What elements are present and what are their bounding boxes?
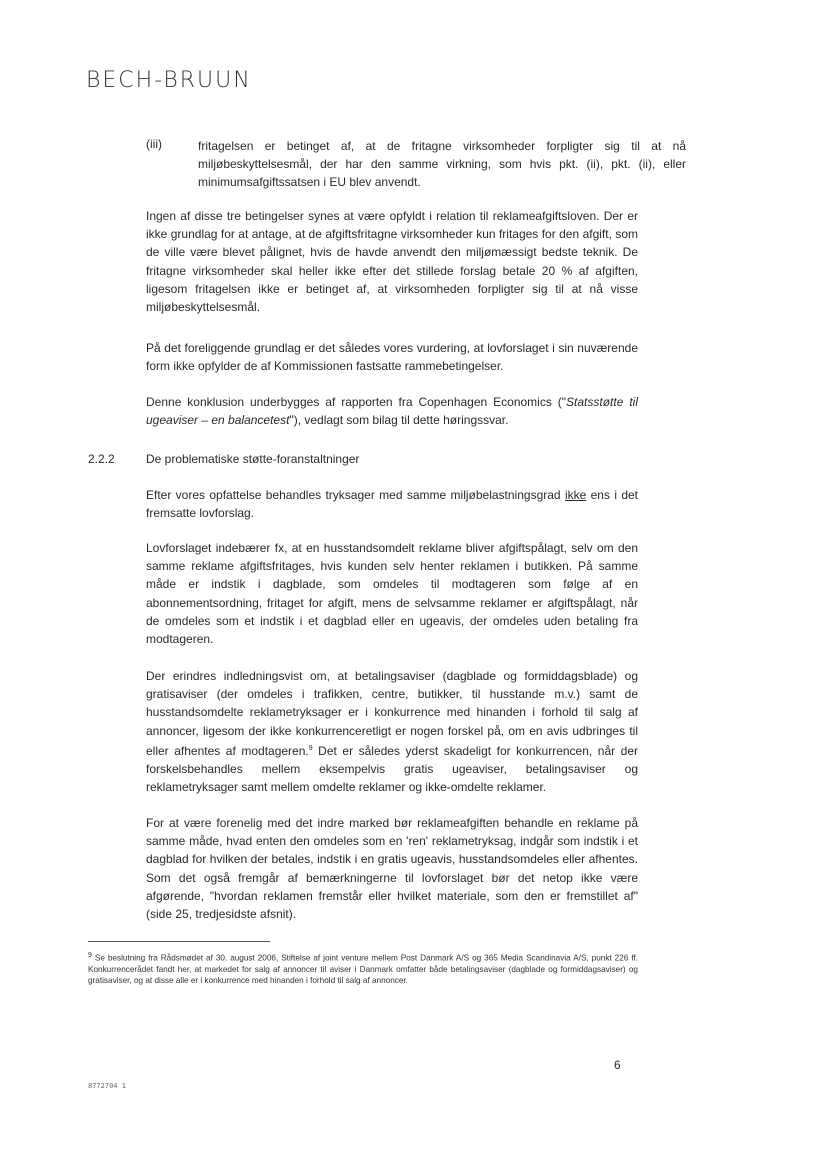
competition-text-b: Det er således yderst skadeligt for konkurrencen, når der forskelsbehandles mellem eksempelvis gratis ugeaviser, betalingsaviser og reklametryksager samt mellem omdelte reklamer og ikke-omdelte reklamer. [146,743,638,795]
footnote-divider [88,941,270,942]
section-number: 2.2.2 [88,452,115,466]
paragraph-assessment: På det foreliggende grundlag er det således vores vurdering, at lovforslaget i sin nuværende form ikke opfylder de af Kommissionen fastsatte rammebetingelser. [146,341,638,374]
document-id: 8772704 1 [88,1082,126,1090]
conclusion-text-a: Denne konklusion underbygges af rapporten fra Copenhagen Economics (" [146,395,567,409]
opinion-text-a: Efter vores opfattelse behandles tryksager med samme miljøbelastningsgrad [146,488,565,502]
conclusion-text-b: "), vedlagt som bilag til dette høringssvar. [289,413,509,428]
section-title: De problematiske støtte-foranstaltninger [146,452,360,466]
underlined-word: ikke [564,488,587,502]
paragraph-opinion [146,486,638,522]
footnote-ref: 9 [308,744,313,752]
company-logo: BECH-BRUUN [86,68,252,93]
competition-text-a: Der erindres indledningsvist om, at betalingsaviser (dagblade og formiddagsblade) og gratisaviser (der omdeles i trafikken, centre, butikker, til husstande m.v.) samt de husstandsomdelte reklametryksager er i konkurrence med hinanden i forhold til salg af annoncer, ligesom der ikke konkurrenceretligt er nogen forskel på, om en avis udbringes til eller afhentes af modtageren. [146,669,638,758]
page-number: 6 [614,1058,621,1072]
report-title: Statsstøtte til ugeaviser – en balancetest [146,395,638,428]
list-item-text: fritagelsen er betinget af, at de fritagne virksomheder forpligter sig til at nå miljøbeskyttelsesmål, der har den samme virkning, som hvis pkt. (ii), pkt. (ii), eller minimumsafgiftssatsen i EU blev anvendt. [198,139,686,189]
footnote-text: Se beslutning fra Rådsmødet af 30. august 2006, Stiftelse af joint venture mellem Post Danmark A/S og 365 Media Scandinavia A/S, punkt 226 ff. Konkurrencerådet fandt her, at markedet for salg af annoncer til aviser i Danmark omfatter både betalingsaviser (dagblade og formiddagsaviser) og gratisaviser, og at disse alle er i konkurrence med hinanden i forhold til salg af annoncer. [88,953,638,986]
paragraph-conclusion [146,393,638,429]
paragraph-internal-market: For at være forenelig med det indre marked bør reklameafgiften behandle en reklame på samme måde, hvad enten den omdeles som en 'ren' reklametryksag, indgår som indstik i et dagblad for hvilken der betales, indstik i en gratis ugeavis, husstandsomdeles eller afhentes. Som det også fremgår af bemærkningerne til lovforslaget bør det netop ikke være afgørende, "hvordan reklamen fremstår eller hvilket materiale, som den er fremstillet af" (side 25, tredjesidste afsnit). [146,816,638,922]
paragraph-competition [146,667,638,796]
opinion-text-b: ens i det fremsatte lovforslag. [146,488,639,521]
footnote [88,950,638,987]
footnote-number: 9 [88,952,92,959]
paragraph-example: Lovforslaget indebærer fx, at en husstandsomdelt reklame bliver afgiftspålagt, selv om den samme reklame afgiftsfritages, hvis kunden selv henter reklamen i butikken. På samme måde er indstik i dagblade, som omdeles til modtageren som følge af en abonnementsordning, fritaget for afgift, mens de selvsamme reklamer er afgiftspålagt, når de omdeles som et indstik i et dagblad eller en ugeavis, der omdeles uden betaling fra modtageren. [146,541,638,647]
list-item-number: (iii) [146,137,162,151]
paragraph-conditions: Ingen af disse tre betingelser synes at være opfyldt i relation til reklameafgiftsloven. Der er ikke grundlag for at antage, at de afgiftsfritagne virksomheder kun fritages for den afgift, som de ville være blevet pålignet, hvis de havde anvendt den miljømæssigt bedste teknik. De fritagne virksomheder skal heller ikke efter det stillede forslag betale 20 % af afgiften, ligesom fritagelsen ikke er betinget af, at virksomheden forpligter sig til at nå visse miljøbeskyttelsesmål. [146,209,638,315]
